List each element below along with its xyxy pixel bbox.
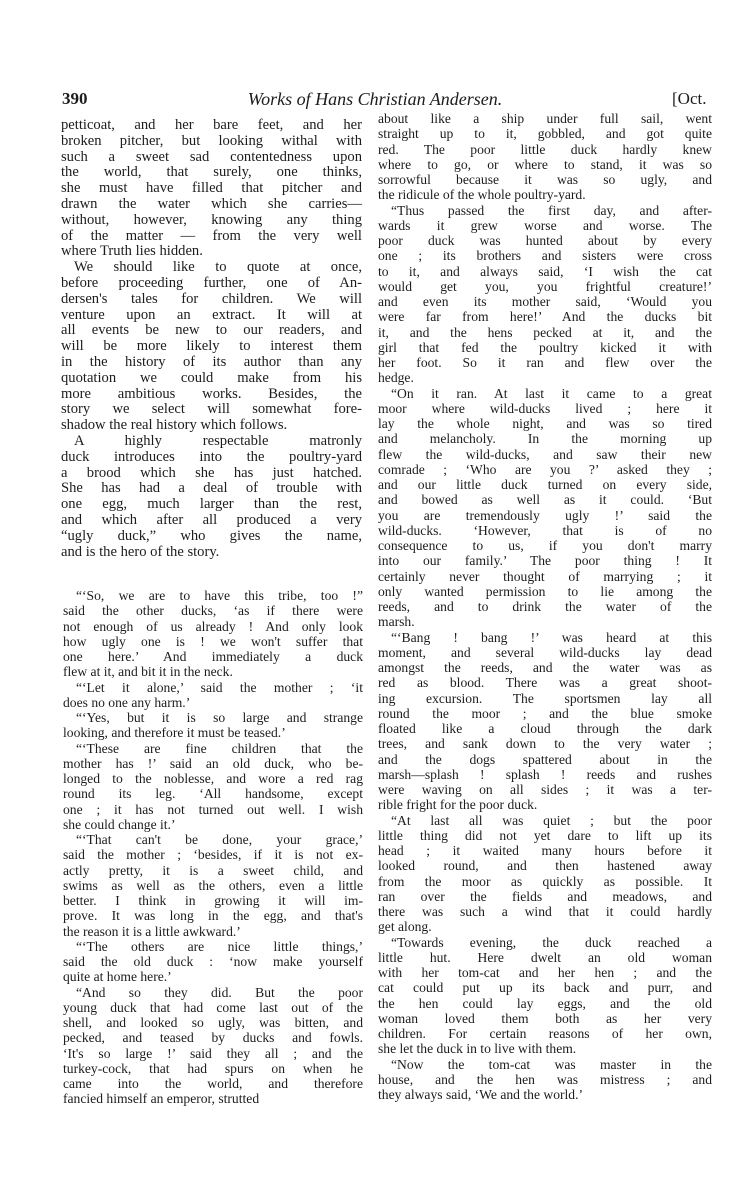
text-line: ‘It's so large !’ said they all ; and the (63, 1045, 363, 1061)
text-line: would get you, you frightful creature!’ (378, 278, 712, 294)
text-line: broken pitcher, but looking withal with (61, 132, 362, 149)
text-line: flew at it, and bit it in the neck. (63, 664, 233, 680)
paragraph (378, 630, 712, 813)
text-line: the ridicule of the whole poultry-yard. (378, 187, 586, 203)
text-line: trees, and sank down to the very water ; (378, 736, 712, 752)
paragraph (63, 741, 363, 833)
text-line: of the matter — from the very well (61, 227, 362, 244)
text-line: “And so they did. But the poor (76, 984, 363, 1000)
text-line: where Truth lies hidden. (61, 243, 203, 260)
text-line: the hen could lay eggs, and the old (378, 995, 712, 1011)
text-line: actly pretty, it is a sweet child, and (63, 862, 363, 878)
text-line: without, however, knowing any thing (61, 211, 362, 228)
text-line: her foot. So it ran and flew over the (378, 355, 712, 370)
text-line: came into the world, and therefore (63, 1076, 363, 1091)
text-line: “Thus passed the first day, and after- (391, 202, 712, 218)
text-line: in the history of its author than any (61, 353, 362, 370)
text-line: “‘These are fine children that the (76, 740, 363, 756)
paragraph (378, 203, 712, 386)
text-line: one egg, much larger than the rest, (61, 496, 362, 513)
paragraph (63, 832, 363, 939)
text-line: looking, and therefore it must be teased.’ (63, 725, 286, 741)
text-line: does no one any harm.’ (63, 694, 191, 710)
text-line: young duck that had come last out of the (63, 999, 363, 1015)
text-line: girl that fed the poultry kicked it with (378, 339, 712, 355)
text-line: all events be new to our readers, and (61, 322, 362, 339)
text-line: one ; its brothers and sisters were cross (378, 248, 712, 264)
paragraph (63, 588, 363, 680)
text-line: flew the wild-ducks, and saw their new (378, 446, 712, 462)
text-line: and the dogs spattered about in the (378, 751, 712, 767)
text-line: the world, that surely, one thinks, (61, 164, 362, 181)
paragraph (378, 386, 712, 630)
text-line: “‘The others are nice little things,’ (76, 938, 363, 954)
text-line: only wanted permission to lie among the (378, 583, 712, 599)
text-line: fancied himself an emperor, strutted (63, 1091, 260, 1107)
text-line: shadow the real history which follows. (61, 417, 288, 434)
text-line: wards it grew worse and worse. The (378, 217, 712, 233)
text-line: and is the hero of the story. (61, 543, 220, 560)
text-line: said the other ducks, ‘as if there were (63, 603, 363, 619)
text-line: a brood which she has just hatched. (61, 464, 362, 481)
paragraph (63, 710, 363, 741)
text-line: duck introduces into the poultry-yard (61, 448, 362, 465)
text-line: head ; it waited many hours before it (378, 843, 712, 858)
text-line: She has had a deal of trouble with (61, 480, 362, 497)
text-line: you are tremendously ugly !’ said the (378, 507, 712, 523)
text-line: more ambitious works. Besides, the (61, 385, 362, 402)
paragraph (61, 260, 362, 434)
text-line: one ; it has not turned out well. I wish (63, 801, 363, 817)
text-line: cat could put up its back and purr, and (378, 980, 712, 996)
paragraph (61, 434, 362, 560)
left-column-extract (63, 588, 363, 1107)
text-line: she let the duck in to live with them. (378, 1041, 577, 1057)
text-line: said the old duck : ‘now make yourself (63, 954, 363, 969)
text-line: turkey-cock, that had spurs on when he (63, 1060, 363, 1076)
text-line: swims as well as the others, even a little (63, 877, 363, 893)
text-line: about like a ship under full sail, went (378, 111, 712, 126)
text-line: mother has !’ said an old duck, who be- (63, 755, 363, 771)
text-line: and even its mother said, ‘Would you (378, 294, 712, 309)
text-line: round the moor ; and the blue smoke (378, 705, 712, 721)
text-line: it, and the hens pecked at it, and the (378, 324, 712, 340)
text-line: venture upon an extract. It will at (61, 306, 362, 323)
text-line: little thing did not yet dare to lift up its (378, 827, 712, 843)
text-line: pecked, and teased by ducks and fowls. (63, 1030, 363, 1046)
running-date: [Oct. (672, 89, 707, 108)
text-line: “At last all was quiet ; but the poor (391, 812, 712, 828)
text-line: round its leg. ‘All handsome, except (63, 786, 363, 802)
text-line: red. The poor little duck hardly knew (378, 141, 712, 157)
text-line: dersen's tales for children. We will (61, 290, 362, 307)
paragraph (61, 118, 362, 260)
text-line: consequence to us, if you don't marry (378, 538, 712, 553)
text-line: wild-ducks. ‘However, that is of no (378, 522, 712, 538)
paragraph (63, 939, 363, 985)
text-line: she must have filled that pitcher and (61, 180, 362, 197)
text-line: woman loved them both as her very (378, 1010, 712, 1026)
running-title: Works of Hans Christian Andersen. (247, 89, 503, 109)
paragraph (378, 1057, 712, 1103)
paragraph (63, 680, 363, 711)
text-line: hedge. (378, 370, 414, 386)
text-line: children. For certain reasons of her own, (378, 1026, 712, 1041)
text-line: certainly never thought of marrying ; it (378, 568, 712, 584)
text-line: lay the whole night, and was so tired (378, 416, 712, 431)
text-line: not enough of us already ! And only look (63, 618, 363, 634)
text-line: were far from here!’ And the ducks bit (378, 309, 712, 325)
text-line: amongst the reeds, and the water was as (378, 660, 712, 675)
text-line: “ugly duck,” who gives the name, (61, 527, 362, 544)
text-line: she could change it.’ (63, 816, 176, 832)
text-line: and melancholy. In the morning up (378, 431, 712, 447)
text-line: “On it ran. At last it came to a great (391, 385, 712, 401)
text-line: said the mother ; ‘besides, if it is not ex- (63, 847, 363, 863)
paragraph (378, 111, 712, 203)
text-line: get along. (378, 919, 432, 935)
text-line: “‘Let it alone,’ said the mother ; ‘it (76, 679, 363, 695)
text-line: house, and the hen was mistress ; and (378, 1071, 712, 1087)
text-line: rible fright for the poor duck. (378, 797, 538, 813)
text-line: story we select will somewhat fore- (61, 401, 362, 418)
text-line: how ugly one is ! we won't suffer that (63, 633, 363, 649)
text-line: little hut. Here dwelt an old woman (378, 949, 712, 965)
text-line: straight up to it, gobbled, and got quite (378, 126, 712, 142)
text-line: better. I think in growing it will im- (63, 893, 363, 908)
page-number: 390 (62, 89, 88, 108)
text-line: floated like a cloud through the dark (378, 721, 712, 736)
paragraph (63, 985, 363, 1107)
text-line: they always said, ‘We and the world.’ (378, 1087, 584, 1102)
text-line: A highly respectable matronly (74, 432, 362, 449)
text-line: and which after all produced a very (61, 511, 362, 528)
text-line: “‘So, we are to have this tribe, too !” (76, 588, 363, 603)
text-line: looked round, and then hastened away (378, 858, 712, 874)
paragraph (378, 813, 712, 935)
text-line: such a sweet sad contentedness upon (61, 148, 362, 165)
paragraph (378, 935, 712, 1057)
text-line: reeds, and to drink the water of the (378, 599, 712, 614)
right-column (378, 111, 712, 1102)
text-line: quotation we could make from his (61, 369, 362, 386)
text-line: where to go, or where to stand, it was so (378, 156, 712, 172)
text-line: “‘Yes, but it is so large and strange (76, 710, 363, 725)
text-line: there was such a wind that it could hardly (378, 904, 712, 919)
text-line: moment, and several wild-ducks lay dead (378, 644, 712, 660)
text-line: and bowed as well as it could. ‘But (378, 492, 712, 508)
text-line: into our family.’ The poor thing ! It (378, 553, 712, 569)
text-line: red as blood. There was a great shoot- (378, 675, 712, 691)
text-line: “‘That can't be done, your grace,’ (76, 832, 363, 847)
text-line: sorrowful because it was so ugly, and (378, 172, 712, 187)
text-line: drawn the water which she carries— (61, 195, 362, 212)
text-line: marsh. (378, 614, 415, 630)
text-line: the reason it is a little awkward.’ (63, 923, 241, 939)
text-line: marsh—splash ! splash ! reeds and rushes (378, 766, 712, 782)
left-column-intro (61, 118, 362, 560)
text-line: We should like to quote at once, (74, 259, 362, 276)
text-line: “‘Bang ! bang !’ was heard at this (391, 629, 712, 645)
text-line: will be more likely to interest them (61, 338, 362, 355)
text-line: “Towards evening, the duck reached a (391, 934, 712, 950)
text-line: comrade ; ‘Who are you ?’ asked they ; (378, 461, 712, 477)
text-line: one here.’ And immediately a duck (63, 649, 363, 664)
text-line: poor duck was hunted about by every (378, 233, 712, 248)
text-line: petticoat, and her bare feet, and her (61, 117, 362, 133)
text-line: shell, and looked so ugly, was bitten, and (63, 1015, 363, 1030)
text-line: prove. It was long in the egg, and that's (63, 908, 363, 924)
text-line: moor where wild-ducks lived ; here it (378, 400, 712, 416)
text-line: from the moor as quickly as possible. It (378, 873, 712, 889)
text-line: and our little duck turned on every side, (378, 477, 712, 492)
text-line: before proceeding further, one of An- (61, 274, 362, 291)
text-line: quite at home here.’ (63, 969, 172, 985)
text-line: with her tom-cat and her hen ; and the (378, 965, 712, 980)
text-line: ran over the fields and meadows, and (378, 888, 712, 904)
text-line: were waving on all sides ; it was a ter- (378, 782, 712, 797)
text-line: “Now the tom-cat was master in the (391, 1056, 712, 1072)
text-line: to it, and always said, ‘I wish the cat (378, 263, 712, 279)
text-line: longed to the noblesse, and wore a red rag (63, 771, 363, 786)
text-line: ing excursion. The sportsmen lay all (378, 690, 712, 706)
